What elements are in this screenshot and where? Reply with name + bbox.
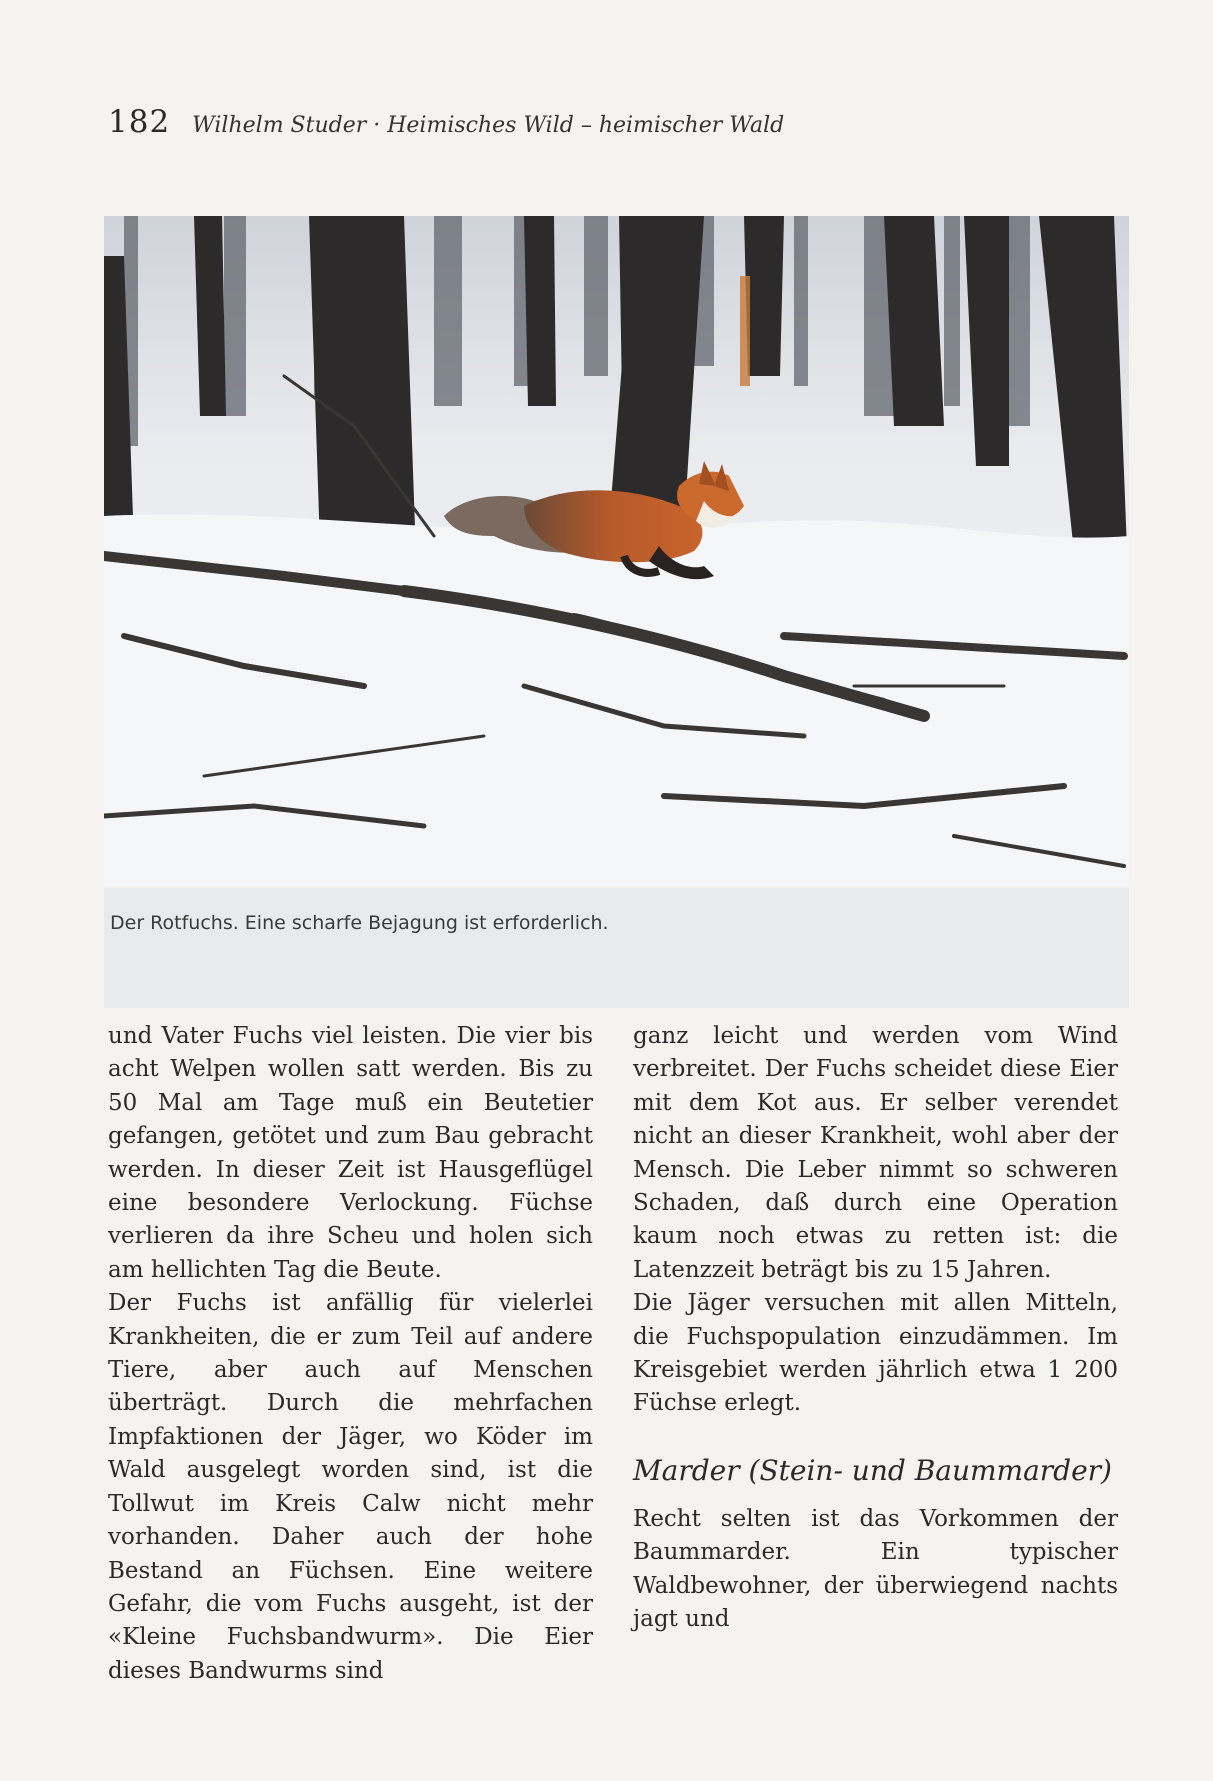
paragraph: Die Jäger versuchen mit allen Mitteln, die Fuchspopulation einzudämmen. Im Kreisgebiet werden jährlich etwa 1 200 Füchse erlegt. <box>633 1290 1118 1417</box>
page-number: 182 <box>108 104 171 140</box>
right-column <box>633 1020 1118 1637</box>
figure-caption: Der Rotfuchs. Eine scharfe Bejagung ist erforderlich. <box>110 912 609 934</box>
running-head: Wilhelm Studer · Heimisches Wild – heimischer Wald <box>192 113 785 138</box>
paragraph: Recht selten ist das Vorkommen der Baummarder. Ein typischer Waldbewohner, der überwiegend nachts jagt und <box>633 1505 1118 1633</box>
running-header <box>108 104 784 140</box>
section-heading: Marder (Stein- und Baummarder) <box>633 1453 1112 1487</box>
caption-background <box>104 888 1129 1008</box>
fox-photograph <box>104 216 1129 886</box>
paragraph: ganz leicht und werden vom Wind verbreitet. Der Fuchs scheidet diese Eier mit dem Kot aus. Er selber verendet nicht an dieser Krankheit, wohl aber der Mensch. Die Leber nimmt so schweren Schaden, daß durch eine Operation kaum noch etwas zu retten ist: die Latenzzeit beträgt bis zu 15 Jahren. <box>633 1023 1118 1283</box>
left-column <box>108 1020 593 1688</box>
paragraph: und Vater Fuchs viel leisten. Die vier bis acht Welpen wollen satt werden. Bis zu 50 Mal am Tage muß ein Beutetier gefangen, getötet und zum Bau gebracht werden. In dieser Zeit ist Hausgeflügel eine besondere Verlockung. Füchse verlieren da ihre Scheu und holen sich am hellichten Tag die Beute. <box>108 1023 593 1283</box>
paragraph: Der Fuchs ist anfällig für vielerlei Krankheiten, die er zum Teil auf andere Tiere, aber auch auf Menschen überträgt. Durch die mehrfachen Impfaktionen der Jäger, wo Köder im Wald ausgelegt worden sind, ist die Tollwut im Kreis Calw nicht mehr vorhanden. Daher auch der hohe Bestand an Füchsen. Eine weitere Gefahr, die vom Fuchs ausgeht, ist der «Kleine Fuchsbandwurm». Die Eier dieses Bandwurms sind <box>108 1290 593 1684</box>
